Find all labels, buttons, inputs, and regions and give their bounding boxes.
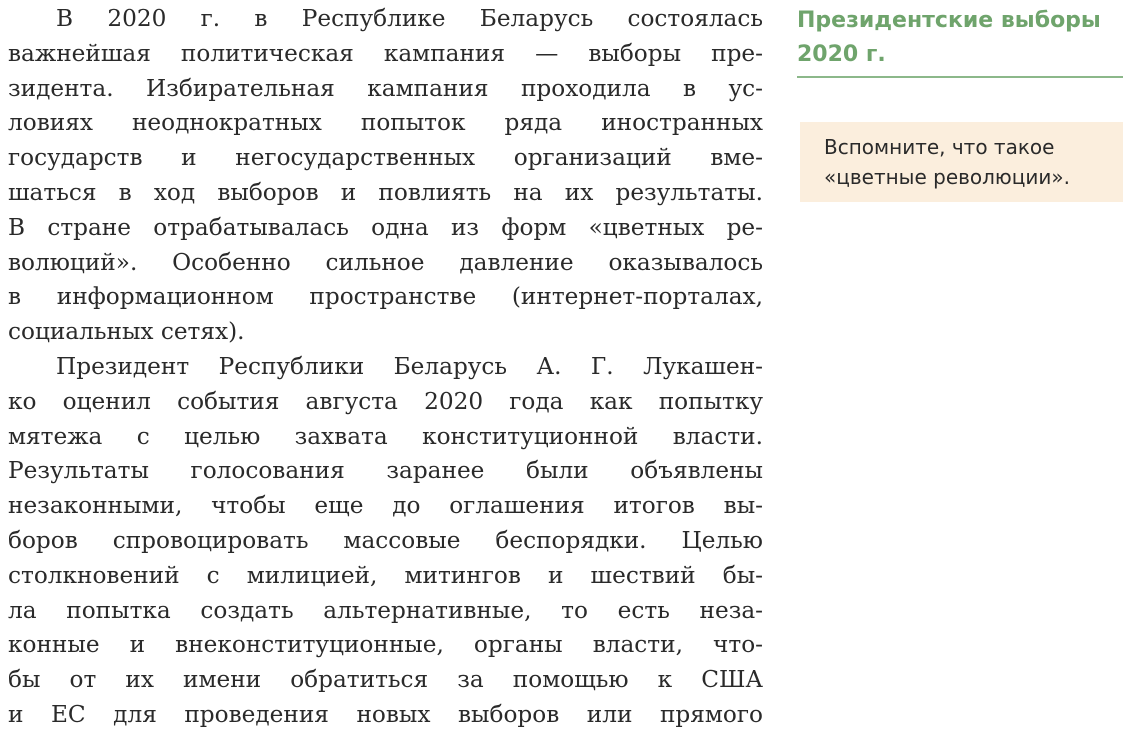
text-line: социальных сетях). bbox=[8, 318, 245, 346]
text-line: волюций». Особенно сильное давление оказывалось bbox=[8, 248, 763, 276]
text-line: незаконными, чтобы еще до оглашения итогов вы- bbox=[8, 492, 763, 520]
text-line: зидента. Избирательная кампания проходила в ус- bbox=[8, 74, 763, 102]
reminder-note bbox=[800, 122, 1123, 202]
sidebar-divider bbox=[797, 76, 1123, 78]
text-line: и ЕС для проведения новых выборов или прямого bbox=[8, 700, 763, 728]
text-line: в информационном пространстве (интернет-порталах, bbox=[8, 283, 763, 311]
text-line: Результаты голосования заранее были объявлены bbox=[8, 457, 763, 485]
text-line: В 2020 г. в Республике Беларусь состоялась bbox=[56, 5, 763, 32]
text-line: боров спровоцировать массовые беспорядки. Целью bbox=[8, 526, 763, 554]
text-line: В стране отрабатывалась одна из форм «цветных ре- bbox=[8, 213, 763, 241]
main-text bbox=[8, 2, 763, 733]
text-line: Президент Республики Беларусь А. Г. Лукашен- bbox=[56, 352, 763, 380]
text-line: ла попытка создать альтернативные, то есть неза- bbox=[8, 596, 763, 624]
text-line: важнейшая политическая кампания — выборы пре- bbox=[8, 39, 763, 67]
note-line: Вспомните, что такое bbox=[824, 135, 1055, 159]
text-line: столкновений с милицией, митингов и шествий бы- bbox=[8, 561, 763, 589]
text-line: конные и внеконституционные, органы власти, что- bbox=[8, 631, 763, 659]
sidebar-title-line: Президентские выборы bbox=[797, 8, 1101, 33]
paragraph-2 bbox=[8, 350, 763, 733]
text-line: государств и негосударственных организаций вме- bbox=[8, 144, 763, 172]
note-line: «цветные революции». bbox=[824, 165, 1070, 189]
text-line: бы от их имени обратиться за помощью к США bbox=[8, 666, 763, 694]
text-line: мятежа с целью захвата конституционной власти. bbox=[8, 422, 763, 450]
paragraph-1 bbox=[8, 2, 763, 350]
text-line: шаться в ход выборов и повлиять на их результаты. bbox=[8, 178, 763, 206]
text-line: ловиях неоднократных попыток ряда иностранных bbox=[8, 109, 763, 137]
sidebar-title bbox=[797, 4, 1117, 72]
sidebar-title-line: 2020 г. bbox=[797, 42, 886, 67]
text-line: ко оценил события августа 2020 года как попытку bbox=[8, 387, 763, 415]
